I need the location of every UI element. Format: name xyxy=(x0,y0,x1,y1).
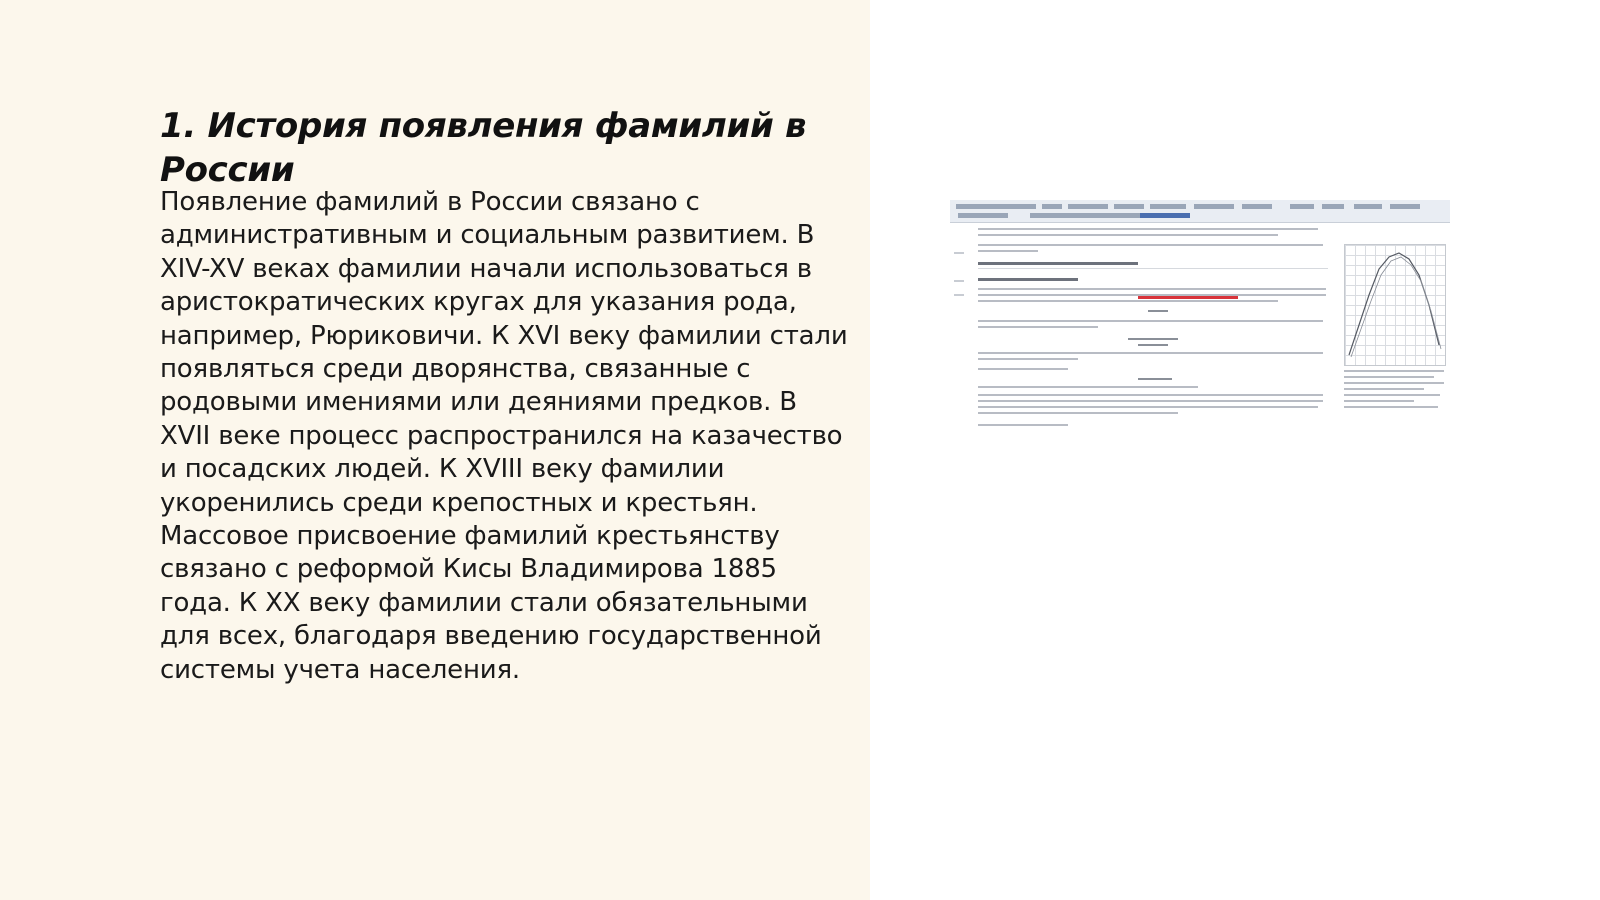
slide-title: 1. История появления фамилий в России xyxy=(160,106,807,190)
screenshot-article-text xyxy=(978,226,1328,436)
embedded-screenshot-image xyxy=(950,200,1450,442)
screenshot-toolbar xyxy=(950,200,1450,223)
screenshot-graph-thumbnail xyxy=(1344,244,1446,366)
slide-body-text: Появление фамилий в России связано с административным и социальным развитием. В XIV-XV веках фамилии начали использоваться в аристократических кругах для указания рода, например, Рюриковичи. К XVI веку фамилии стали появляться среди дворянства, связанные с родовыми имениями или деяниями предков. В XVII веке процесс распространился на казачество и посадских людей. К XVIII веку фамилии укоренились среди крепостных и крестьян. Массовое присвоение фамилий крестьянству связано с реформой Кисы Владимирова 1885 года. К XX веку фамилии стали обязательными для всех, благодаря введению государственной системы учета населения. xyxy=(160,187,848,685)
